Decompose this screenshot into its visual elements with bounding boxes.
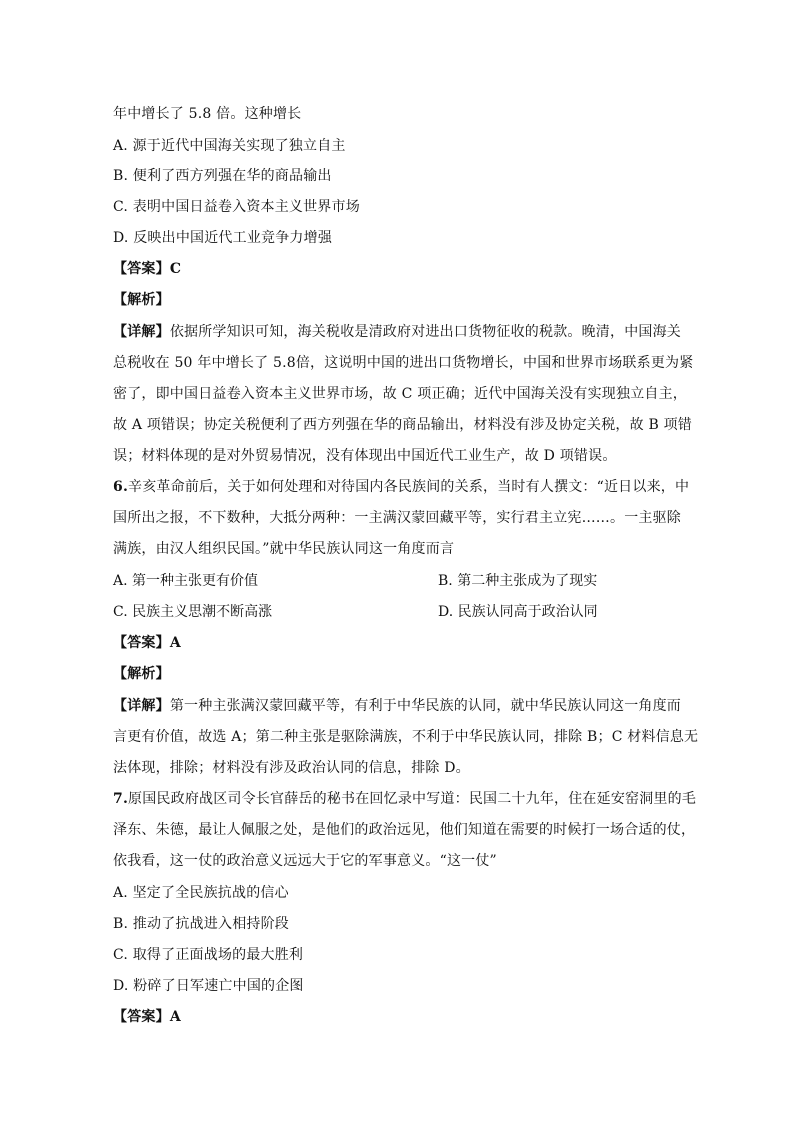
q6-option-a: A. 第一种主张更有价值 — [113, 573, 259, 589]
q6-option-b: B. 第二种主张成为了现实 — [438, 573, 598, 589]
stem-text: 辛亥革命前后，关于如何处理和对待国内各民族间的关系，当时有人撰文：“近日以来，中 — [128, 479, 690, 495]
q7-answer — [113, 1007, 181, 1027]
question-number: 6. — [113, 479, 129, 495]
q5-stem-tail: 年中增长了 5.8 倍。这种增长 — [113, 106, 302, 122]
q7-stem-line-3: 依我看，这一仗的政治意义远远大于它的军事意义。“这一仗” — [113, 853, 497, 869]
q6-stem-line-2: 国所出之报，不下数种，大抵分两种：一主满汉蒙回藏平等，实行君主立宪……。一主驱除 — [113, 510, 681, 526]
q5-detail-line-1 — [113, 322, 681, 342]
answer-label: 【答案】 — [113, 1009, 170, 1025]
q6-detail-line-1 — [113, 696, 681, 716]
stem-text: 原国民政府战区司令长官薛岳的秘书在回忆录中写道：民国二十九年，住在延安窑洞里的毛 — [128, 791, 697, 807]
q7-option-a: A. 坚定了全民族抗战的信心 — [113, 885, 289, 901]
q7-option-d: D. 粉碎了日军速亡中国的企图 — [113, 978, 304, 994]
q5-answer — [113, 259, 181, 279]
q5-option-b: B. 便利了西方列强在华的商品输出 — [113, 168, 332, 184]
detail-text: 依据所学知识可知，海关税收是清政府对进出口货物征收的税款。晚清，中国海关 — [169, 324, 682, 340]
q6-option-c: C. 民族主义思潮不断高涨 — [113, 604, 273, 620]
answer-label: 【答案】 — [113, 635, 170, 651]
q5-detail-line-4: 故 A 项错误；协定关税便利了西方列强在华的商品输出，材料没有涉及协定关税，故 B 项错 — [113, 417, 692, 433]
q5-option-c: C. 表明中国日益卷入资本主义世界市场 — [113, 199, 360, 215]
q7-option-c: C. 取得了正面战场的最大胜利 — [113, 947, 304, 963]
detail-label: 【详解】 — [113, 324, 170, 340]
answer-label: 【答案】 — [113, 261, 170, 277]
q7-stem-line-2: 泽东、朱德，最让人佩服之处，是他们的政治远见，他们知道在需要的时候打一场合适的仗， — [113, 822, 696, 838]
q5-detail-line-3: 密了，即中国日益卷入资本主义世界市场，故 C 项正确；近代中国海关没有实现独立自主， — [113, 386, 688, 402]
q6-analysis-label: 【解析】 — [113, 666, 170, 682]
q6-detail-line-2: 言更有价值，故选 A；第二种主张是驱除满族，不利于中华民族认同，排除 B；C 材料信息无 — [113, 729, 699, 745]
detail-label: 【详解】 — [113, 698, 170, 714]
answer-value: C — [169, 261, 182, 277]
detail-text: 第一种主张满汉蒙回藏平等，有利于中华民族的认同，就中华民族认同这一角度而 — [169, 698, 682, 714]
q7-stem-line-1 — [113, 789, 696, 809]
q6-stem-line-1 — [113, 477, 689, 497]
q6-answer — [113, 633, 181, 653]
q5-option-a: A. 源于近代中国海关实现了独立自主 — [113, 138, 346, 154]
q6-stem-line-3: 满族，由汉人组织民国。”就中华民族认同这一角度而言 — [113, 541, 455, 557]
answer-value: A — [169, 1009, 181, 1025]
q6-option-d: D. 民族认同高于政治认同 — [438, 604, 598, 620]
q5-analysis-label: 【解析】 — [113, 292, 170, 308]
question-number: 7. — [113, 791, 129, 807]
answer-value: A — [169, 635, 181, 651]
q7-option-b: B. 推动了抗战进入相持阶段 — [113, 916, 289, 932]
q6-detail-line-3: 法体现，排除；材料没有涉及政治认同的信息，排除 D。 — [113, 760, 470, 776]
q5-detail-line-2: 总税收在 50 年中增长了 5.8倍，这说明中国的进出口货物增长，中国和世界市场联系更为紧 — [113, 355, 694, 371]
q5-option-d: D. 反映出中国近代工业竞争力增强 — [113, 230, 333, 246]
q5-detail-line-5: 误；材料体现的是对外贸易情况，没有体现出中国近代工业生产，故 D 项错误。 — [113, 448, 617, 464]
